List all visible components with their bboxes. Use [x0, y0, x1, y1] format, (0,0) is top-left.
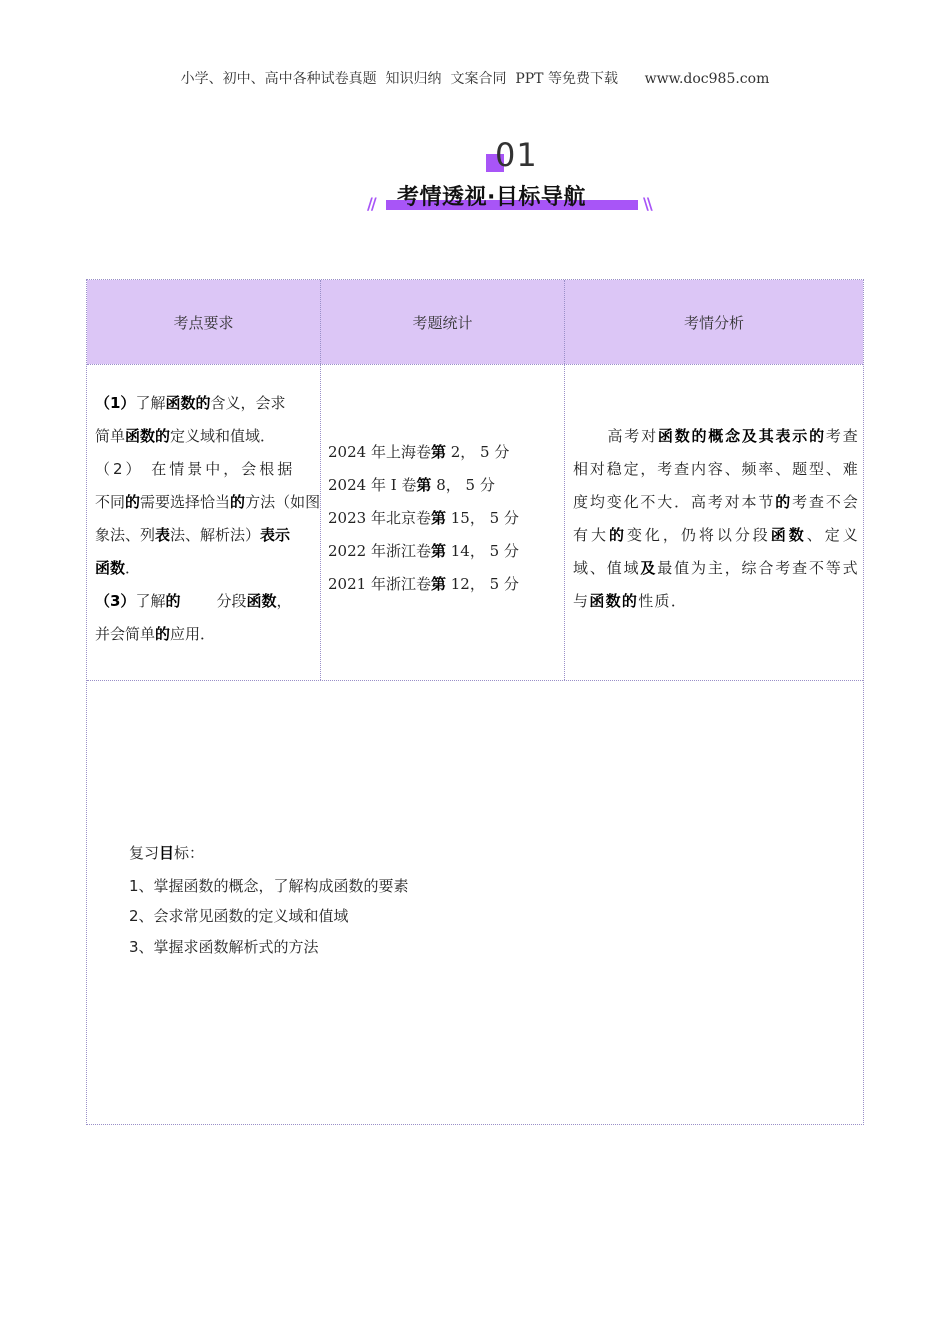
stat-line: 2024 年 I 卷第 8， 5 分: [328, 476, 495, 494]
requirements-cell: [95, 387, 321, 651]
section-title: 考情透视·目标导航: [397, 185, 586, 210]
goal-item: 3、掌握求函数解析式的方法: [129, 937, 319, 956]
column-header-analysis: 考情分析: [683, 313, 744, 332]
page-header-banner: 小学、初中、高中各种试卷真题 知识归纳 文案合同 PPT 等免费下载 www.doc985.com: [180, 71, 770, 87]
goal-item: 2、会求常见函数的定义域和值域: [129, 907, 349, 925]
column-header-requirements: 考点要求: [173, 313, 234, 332]
requirement-line: 并会简单的应用．: [95, 625, 216, 643]
requirement-line: （2） 在情景中，会根据: [95, 460, 296, 478]
requirement-line: 函数．: [95, 559, 141, 577]
requirement-line: 象法、列表法、解析法）表示: [95, 526, 291, 544]
analysis-cell: 高考对函数的概念及其表示的考查相对稳定，考查内容、频率、题型、难度均变化不大．高考对本节的考查不会有大的变化，仍将以分段函数、定义域、值域及最值为主，综合考查不等式与函数的性质．: [573, 427, 860, 610]
stat-line: 2024 年上海卷第 2， 5 分: [328, 443, 510, 461]
requirement-line: （1）了解函数的含义，会求: [95, 394, 286, 412]
goal-item: 1、掌握函数的概念，了解构成函数的要素: [129, 876, 409, 895]
requirement-line: （3）了解的 分段函数，: [95, 592, 292, 610]
review-goals: [129, 838, 409, 962]
row-divider: [87, 680, 863, 681]
section-number: 01: [495, 136, 538, 174]
column-header-statistics: 考题统计: [412, 313, 473, 332]
requirement-line: 简单函数的定义域和值域．: [95, 427, 276, 445]
review-goals-title: 复习目标：: [129, 844, 205, 862]
stat-line: 2023 年北京卷第 15， 5 分: [328, 509, 519, 527]
section-heading: [355, 138, 665, 228]
header-divider: [87, 364, 863, 365]
stat-line: 2022 年浙江卷第 14， 5 分: [328, 542, 519, 560]
stat-line: 2021 年浙江卷第 12， 5 分: [328, 575, 519, 593]
exam-analysis-table: [86, 279, 864, 1125]
requirement-line: 不同的需要选择恰当的方法（如图: [95, 493, 321, 511]
statistics-cell: [328, 436, 558, 601]
right-slash-decoration: \\: [643, 194, 651, 213]
left-slash-decoration: //: [367, 194, 375, 213]
